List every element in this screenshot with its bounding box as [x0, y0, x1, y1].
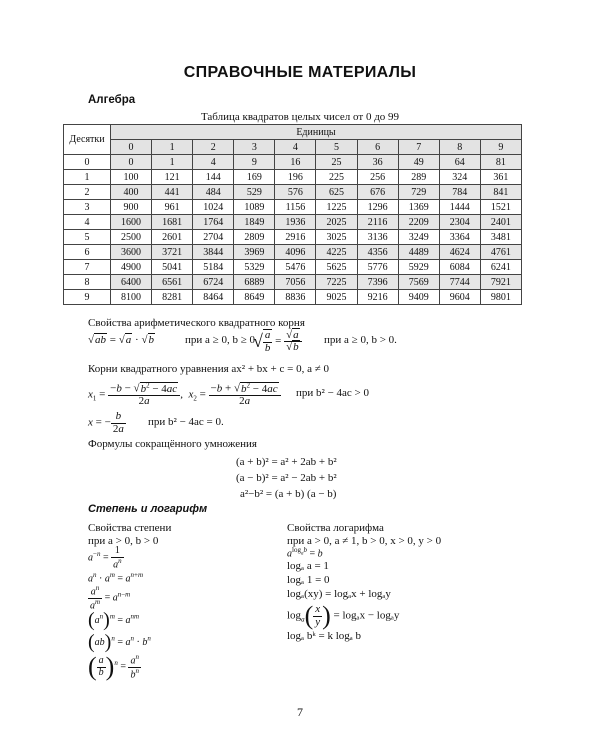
sqrt-product-formula: √ab = √a · √b — [88, 334, 154, 346]
square-cell: 2116 — [357, 215, 398, 230]
square-cell: 2601 — [152, 230, 193, 245]
table-row — [64, 245, 522, 260]
square-cell: 9025 — [316, 290, 357, 305]
square-cell: 324 — [439, 170, 480, 185]
table-row — [64, 200, 522, 215]
square-cell: 6084 — [439, 260, 480, 275]
square-cell: 8836 — [275, 290, 316, 305]
square-cell: 7225 — [316, 275, 357, 290]
square-cell: 0 — [111, 155, 152, 170]
square-cell: 5184 — [193, 260, 234, 275]
square-cell: 2916 — [275, 230, 316, 245]
power-props-heading: Свойства степени — [88, 522, 172, 534]
table-row — [64, 290, 522, 305]
tens-cell: 4 — [64, 215, 111, 230]
square-cell: 900 — [111, 200, 152, 215]
square-cell: 9409 — [398, 290, 439, 305]
formula-diff-squares: a²−b² = (a + b) (a − b) — [240, 488, 337, 500]
unit-label: 2 — [193, 140, 234, 155]
square-cell: 6724 — [193, 275, 234, 290]
table-row — [64, 275, 522, 290]
square-cell: 64 — [439, 155, 480, 170]
square-cell: 2209 — [398, 215, 439, 230]
square-cell: 2809 — [234, 230, 275, 245]
table-row — [64, 230, 522, 245]
unit-label: 1 — [152, 140, 193, 155]
square-cell: 6561 — [152, 275, 193, 290]
square-cell: 81 — [480, 155, 521, 170]
unit-label: 3 — [234, 140, 275, 155]
square-cell: 5625 — [316, 260, 357, 275]
quadratic-roots-formula: $x_1$ = $\frac{-b - √b^2 - 4ac}{2a}$ , $x_2$ = $\frac{-b + √b^2 - 4ac}{2a}$ при b² − 4ac > 0 — [88, 381, 369, 408]
square-cell: 784 — [439, 185, 480, 200]
square-cell: 4096 — [275, 245, 316, 260]
square-cell: 3136 — [357, 230, 398, 245]
square-cell: 1024 — [193, 200, 234, 215]
square-cell: 9604 — [439, 290, 480, 305]
square-cell: 1936 — [275, 215, 316, 230]
power-log-heading: Степень и логарифм — [88, 503, 208, 515]
square-cell: 1681 — [152, 215, 193, 230]
power-of-quotient-rule: ( $\frac{a}{b}$ )$^n$ = $\frac{a^n}{b^n}$ — [88, 652, 139, 681]
unit-label: 9 — [480, 140, 521, 155]
tens-cell: 1 — [64, 170, 111, 185]
square-cell: 4 — [193, 155, 234, 170]
square-cell: 144 — [193, 170, 234, 185]
page-title: СПРАВОЧНЫЕ МАТЕРИАЛЫ — [183, 64, 417, 81]
square-cell: 1600 — [111, 215, 152, 230]
tens-cell: 5 — [64, 230, 111, 245]
square-cell: 289 — [398, 170, 439, 185]
section-algebra: Алгебра — [88, 94, 136, 106]
sqrt-product-condition: при a ≥ 0, b ≥ 0 — [185, 334, 255, 346]
log-power-rule: logₐ bᵏ = k logₐ b — [287, 630, 362, 642]
unit-label: 5 — [316, 140, 357, 155]
square-cell: 4356 — [357, 245, 398, 260]
square-cell: 5329 — [234, 260, 275, 275]
square-cell: 7569 — [398, 275, 439, 290]
log-quotient-rhs: = logₐx − logₐy — [333, 609, 400, 622]
square-cell: 36 — [357, 155, 398, 170]
square-cell: 3600 — [111, 245, 152, 260]
square-cell: 8100 — [111, 290, 152, 305]
square-cell: 9 — [234, 155, 275, 170]
unit-label: 4 — [275, 140, 316, 155]
power-quotient-rule: $\frac{a^n}{a^m}$ = $a^{n-m}$ — [90, 584, 131, 612]
square-cell: 49 — [398, 155, 439, 170]
square-cell: 4225 — [316, 245, 357, 260]
square-cell: 7744 — [439, 275, 480, 290]
square-cell: 9216 — [357, 290, 398, 305]
square-cell: 4900 — [111, 260, 152, 275]
formula-square-diff: (a − b)² = a² − 2ab + b² — [236, 472, 337, 484]
square-cell: 7056 — [275, 275, 316, 290]
square-cell: 121 — [152, 170, 193, 185]
square-cell: 4624 — [439, 245, 480, 260]
square-cell: 1444 — [439, 200, 480, 215]
sqrt-quotient-formula: √ $\frac{a}{b}$ = $\frac{√a}{√b}$ — [253, 329, 302, 354]
unit-label: 7 — [398, 140, 439, 155]
tens-cell: 6 — [64, 245, 111, 260]
tens-header: Десятки — [64, 125, 111, 155]
table-row — [64, 170, 522, 185]
square-cell: 4761 — [480, 245, 521, 260]
tens-cell: 7 — [64, 260, 111, 275]
square-cell: 2025 — [316, 215, 357, 230]
square-cell: 1225 — [316, 200, 357, 215]
square-cell: 529 — [234, 185, 275, 200]
square-cell: 576 — [275, 185, 316, 200]
square-cell: 1521 — [480, 200, 521, 215]
units-header: Единицы — [111, 125, 522, 140]
square-cell: 3481 — [480, 230, 521, 245]
tens-cell: 9 — [64, 290, 111, 305]
square-cell: 1 — [152, 155, 193, 170]
square-cell: 625 — [316, 185, 357, 200]
power-of-power-rule: $(a^n)^m = a^{nm}$ — [88, 609, 140, 631]
square-cell: 4489 — [398, 245, 439, 260]
sqrt-quotient-condition: при a ≥ 0, b > 0. — [324, 334, 397, 346]
square-cell: 2704 — [193, 230, 234, 245]
square-cell: 225 — [316, 170, 357, 185]
log-of-one: logₐ 1 = 0 — [287, 574, 330, 586]
table-row — [64, 215, 522, 230]
square-cell: 2500 — [111, 230, 152, 245]
square-cell: 3364 — [439, 230, 480, 245]
square-cell: 9801 — [480, 290, 521, 305]
square-cell: 841 — [480, 185, 521, 200]
quadratic-condition-2: при b² − 4ac = 0. — [148, 416, 224, 428]
square-cell: 3025 — [316, 230, 357, 245]
log-quotient-rule: $\log_a$( $\frac{x}{y}$ ) = logₐx − logₐy — [287, 601, 400, 630]
page-number: 7 — [297, 705, 303, 719]
square-cell: 676 — [357, 185, 398, 200]
unit-label: 8 — [439, 140, 480, 155]
square-cell: 7396 — [357, 275, 398, 290]
square-cell: 169 — [234, 170, 275, 185]
square-cell: 1089 — [234, 200, 275, 215]
square-cell: 100 — [111, 170, 152, 185]
square-cell: 8281 — [152, 290, 193, 305]
squares-table — [63, 124, 522, 305]
square-cell: 6241 — [480, 260, 521, 275]
square-cell: 2401 — [480, 215, 521, 230]
square-cell: 5476 — [275, 260, 316, 275]
log-props-condition: при a > 0, a ≠ 1, b > 0, x > 0, y > 0 — [287, 535, 442, 547]
square-cell: 1849 — [234, 215, 275, 230]
log-identity-basic: $a^{log_ab} = b$ — [287, 546, 323, 560]
log-product-rule: logₐ(xy) = logₐx + logₐy — [287, 588, 391, 600]
table-row — [64, 155, 522, 170]
square-cell: 3969 — [234, 245, 275, 260]
square-cell: 484 — [193, 185, 234, 200]
square-cell: 5041 — [152, 260, 193, 275]
unit-label: 6 — [357, 140, 398, 155]
square-cell: 8649 — [234, 290, 275, 305]
square-cell: 25 — [316, 155, 357, 170]
square-cell: 6889 — [234, 275, 275, 290]
square-cell: 2304 — [439, 215, 480, 230]
tens-cell: 0 — [64, 155, 111, 170]
table-row — [64, 260, 522, 275]
table-row — [64, 185, 522, 200]
square-cell: 5929 — [398, 260, 439, 275]
sqrt-props-formulas — [88, 328, 468, 357]
table-caption: Таблица квадратов целых чисел от 0 до 99 — [200, 111, 400, 123]
tens-cell: 2 — [64, 185, 111, 200]
formula-square-sum: (a + b)² = a² + 2ab + b² — [236, 456, 337, 468]
square-cell: 196 — [275, 170, 316, 185]
tens-cell: 3 — [64, 200, 111, 215]
quadratic-single-root: x = − $\frac{b}{2a}$ при b² − 4ac = 0. — [88, 410, 224, 435]
square-cell: 1764 — [193, 215, 234, 230]
tens-cell: 8 — [64, 275, 111, 290]
square-cell: 3721 — [152, 245, 193, 260]
square-cell: 441 — [152, 185, 193, 200]
square-cell: 3249 — [398, 230, 439, 245]
power-props-condition: при a > 0, b > 0 — [88, 535, 159, 547]
unit-labels-row — [64, 140, 522, 155]
square-cell: 5776 — [357, 260, 398, 275]
square-cell: 729 — [398, 185, 439, 200]
log-props-heading: Свойства логарифма — [287, 522, 384, 534]
square-cell: 1369 — [398, 200, 439, 215]
power-negative-exp: $a^{-n}$ = $\frac{1}{a^n}$ — [88, 545, 122, 570]
square-cell: 3844 — [193, 245, 234, 260]
power-product-rule: $a^n \cdot a^m = a^{n+m}$ — [88, 571, 144, 585]
square-cell: 8464 — [193, 290, 234, 305]
squares-table-body — [64, 155, 522, 305]
power-of-product-rule: $(ab)^n = a^n \cdot b^n$ — [88, 631, 151, 653]
square-cell: 16 — [275, 155, 316, 170]
square-cell: 256 — [357, 170, 398, 185]
square-cell: 1156 — [275, 200, 316, 215]
square-cell: 7921 — [480, 275, 521, 290]
square-cell: 961 — [152, 200, 193, 215]
square-cell: 400 — [111, 185, 152, 200]
sqrt-props-heading: Свойства арифметического квадратного корня — [88, 317, 305, 329]
unit-label: 0 — [111, 140, 152, 155]
quadratic-heading: Корни квадратного уравнения ax² + bx + c = 0, a ≠ 0 — [88, 363, 329, 375]
square-cell: 361 — [480, 170, 521, 185]
square-cell: 1296 — [357, 200, 398, 215]
square-cell: 6400 — [111, 275, 152, 290]
quadratic-condition-1: при b² − 4ac > 0 — [296, 387, 369, 399]
log-base-self: logₐ a = 1 — [287, 560, 329, 572]
abridged-heading: Формулы сокращённого умножения — [88, 438, 257, 450]
